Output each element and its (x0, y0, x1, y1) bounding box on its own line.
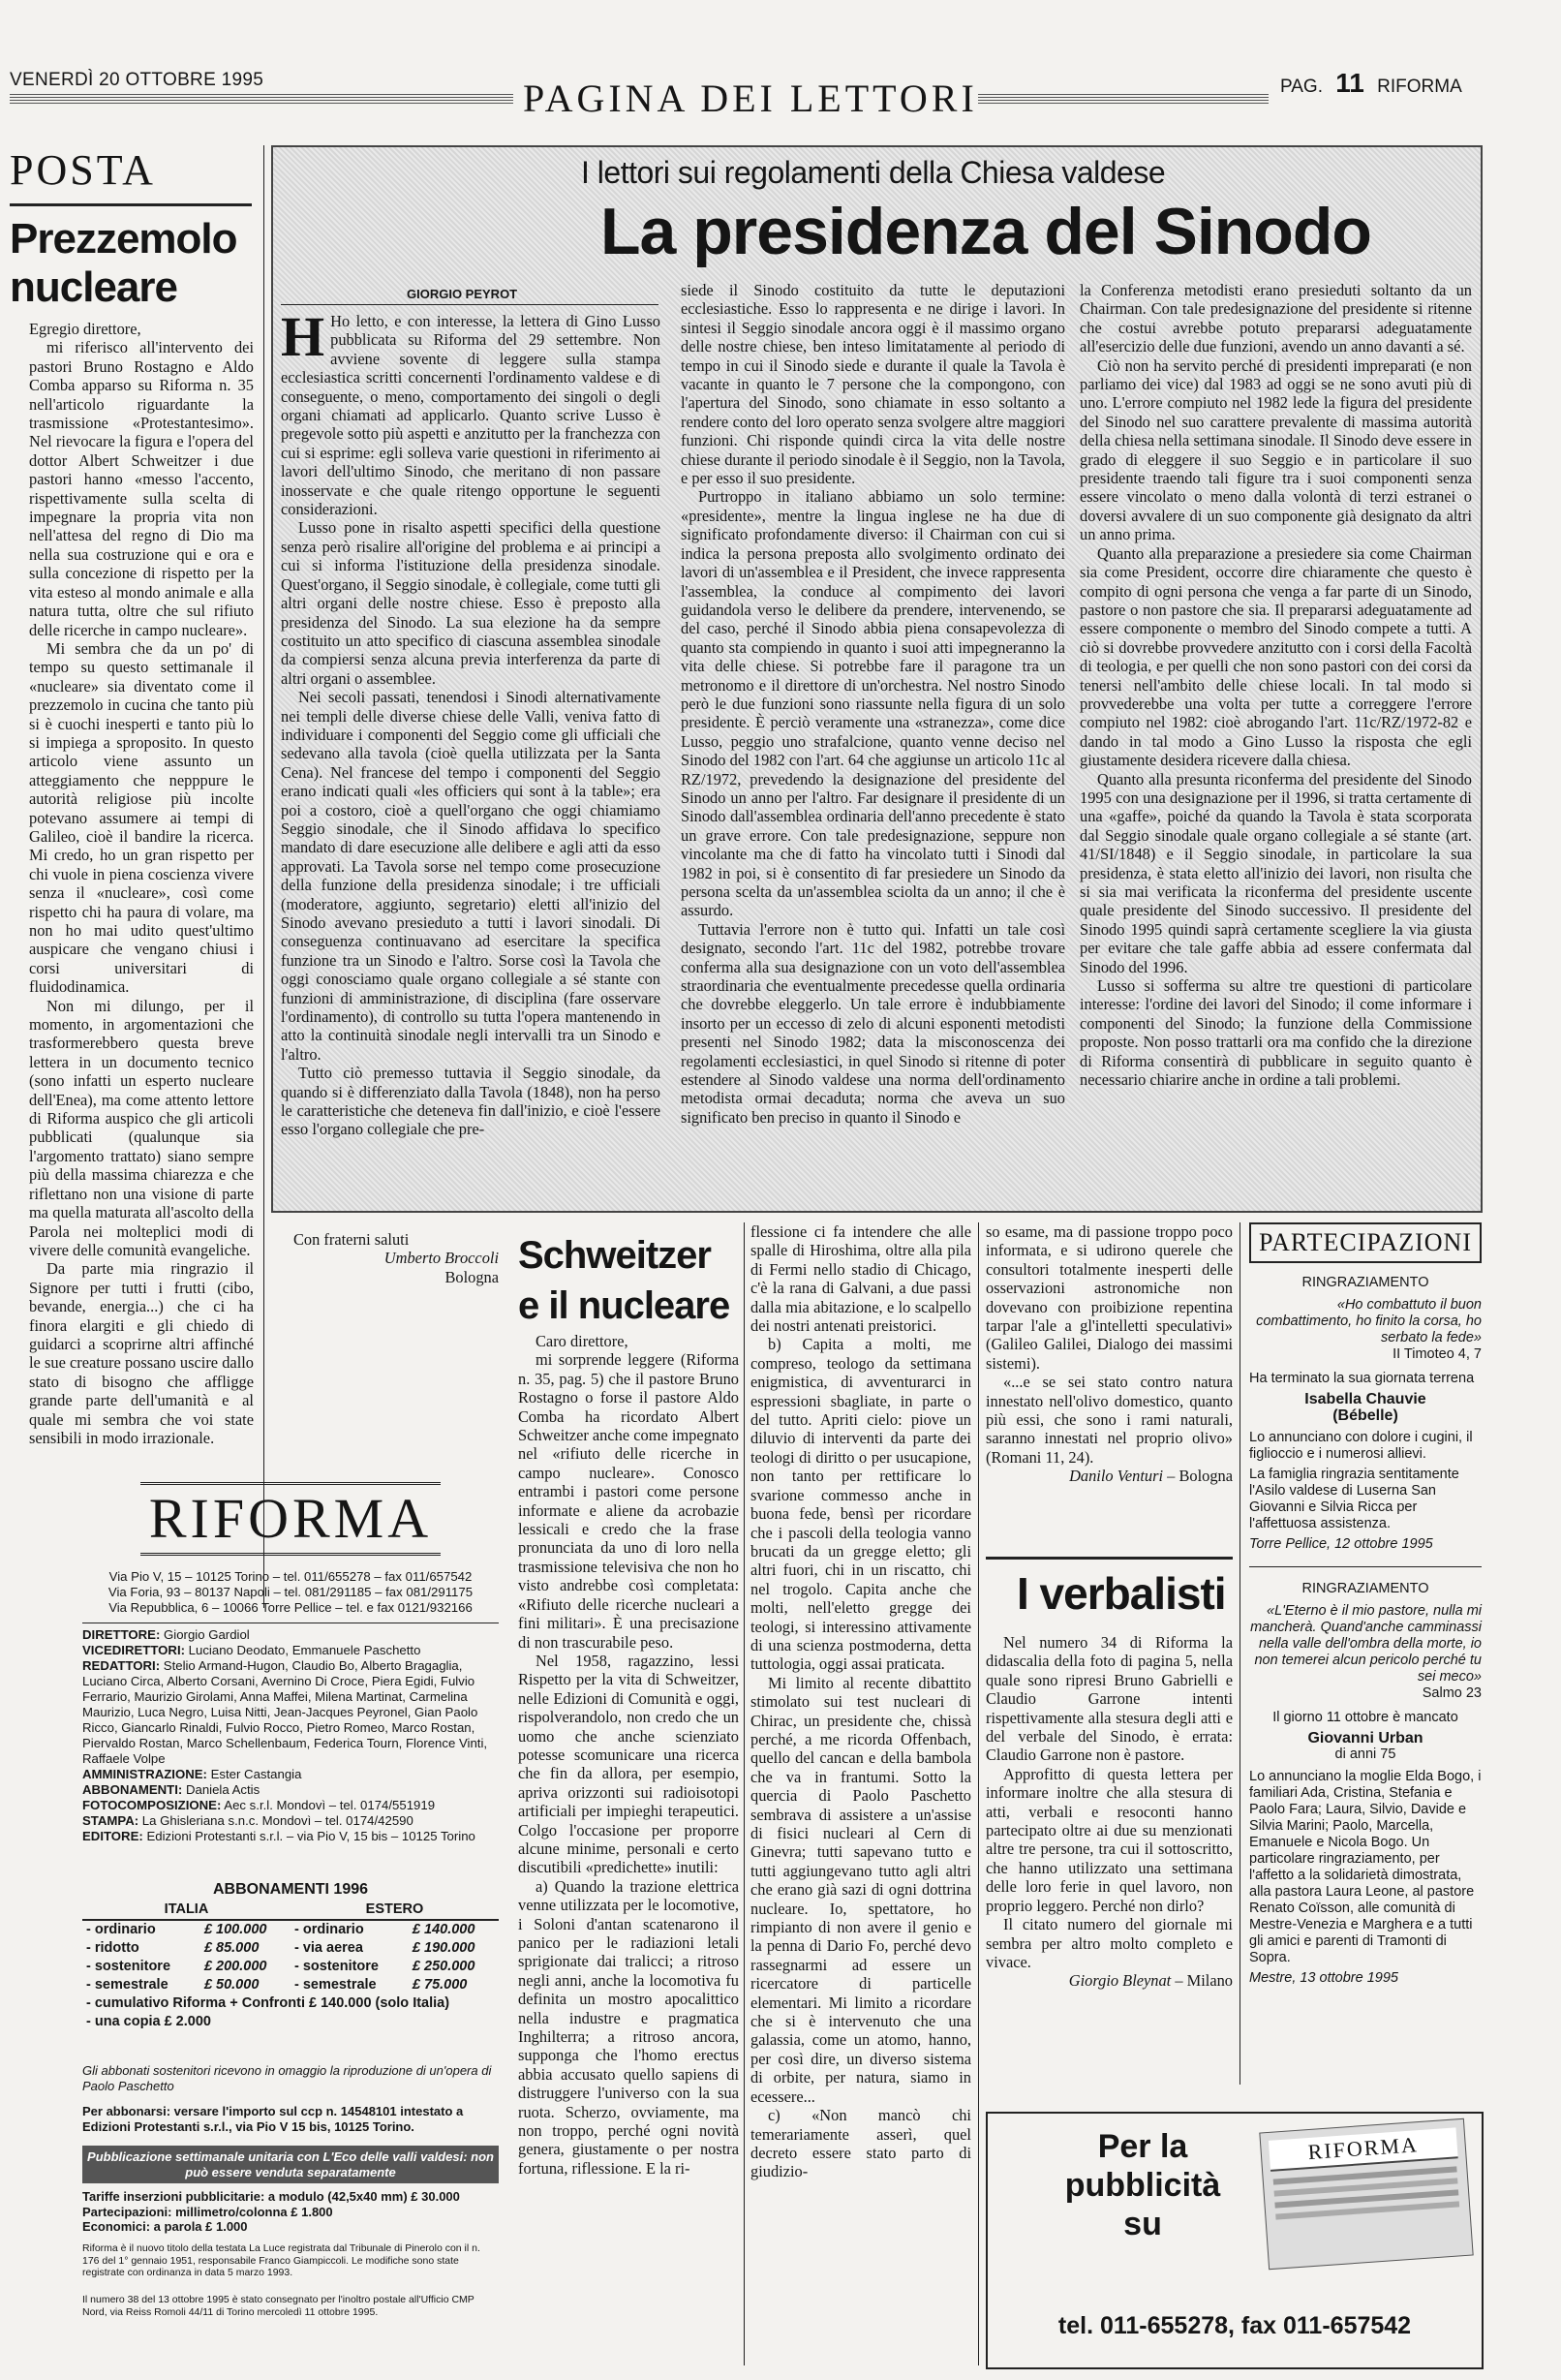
sinodo-paragraph: Purtroppo in italiano abbiamo un solo termine: «presidente», mentre la lingua inglese ne ha due di significato profondamente diverso: il Chairman con cui si indica la persona preposta allo svolgimento ordinato dei lavori di un'assemblea e il President, che invece rappresenta l'assemblea, la conduce al compimento dei lavori guidandola verso le delibere da prendere, intervenendo, se del caso, perché il Sinodo abbia piena consapevolezza di quanto sta compiendo in quanto i suoi atti impegneranno la vita delle chiese. Si potrebbe fare il paragone tra un metronomo e il direttore di un'orchestra. Nel nostro Sinodo però le due funzioni sono riassunte nella figura di un solo presidente. È perciò veramente una «stranezza», come dice Lusso, peggio uno strafalcione, quanto venne deciso nel Sinodo del 1982 con l'art. 64 che aggiunse un articolo 11c al RZ/1972, prevedendo la designazione del presidente del Sinodo un anno per l'altro. Far designare il presidente di un Sinodo dall'assemblea ordinaria dell'anno precedente è stato un grave errore. Con tale predesignazione, seppure non vincolante ma che di fatto ha vincolato tutti i Sinodi dal 1982 in poi, si è consentito di far presiedere un Sinodo da persona scelta da un'assemblea sciolta da un anno; il che è assurdo. (681, 487, 1065, 920)
verbalisti-rule (986, 1557, 1233, 1560)
schweitzer-paragraph: a) Quando la trazione elettrica venne utilizzata per le locomotive, i Soloni d'antan scatenarono il panico per le radiazioni letali sprigionate dai tralicci; a ritroso negli anni, anche la locomotiva fu definita un mostro apocalittico nella industre e pragmatica Inghilterra; a ritroso ancora, supponga che l'homo erectus abbia accusato quello sapiens di distruggere l'universo con la sua ruota. Scherzo, ovviamente, ma non troppo, perché ogni novità genera, giustamente o per nostra fortuna, riflessione. E la ri- (518, 1876, 739, 2178)
partecipazioni-title: PARTECIPAZIONI (1249, 1222, 1482, 1263)
tariffe-block: Tariffe inserzioni pubblicitarie: a modulo (42,5x40 mm) £ 30.000 Partecipazioni: millimetro/colonna £ 1.800 Economici: a parola £ 1.000 (82, 2189, 460, 2234)
rate-row: - ridotto £ 85.000 - via aerea £ 190.000 (86, 1940, 475, 1956)
notice-thanks: La famiglia ringrazia sentitamente l'Asilo valdese di Luserna San Giovanni e Silvia Ricca per l'affettuosa assistenza. (1249, 1467, 1459, 1531)
column-rule (978, 1222, 979, 2365)
posta-city: Bologna (444, 1267, 499, 1286)
notice-name: Giovanni Urban (1307, 1730, 1423, 1746)
notice-intro: Ha terminato la sua giornata terrena (1249, 1371, 1475, 1386)
sinodo-paragraph: Ciò non ha servito perché di presidenti impreparati (e non parliamo dei vice) dal 1983 ad oggi se ne sono avuti più di uno. L'errore compiuto nel 1982 lede la figura del presidente del Sinodo nel suo carattere prevalente di massima autorità della chiesa nella settimana sinodale. Il Sinodo deve essere in grado di eleggere il suo Seggio e in particolare il suo presidente traendo tali figure tra i suoi componenti senza essere vincolato o meno dalla volontà di terzi estranei o doversi avvalere di un suo componente già designato da altri un anno prima. (1080, 355, 1472, 544)
copia-line: - una copia £ 2.000 (86, 2014, 211, 2029)
schweitzer-paragraph: c) «Non mancò chi temerariamente asserì, quel decreto essere stato parto di giudizio- (750, 2106, 971, 2181)
masthead-box (82, 1482, 499, 2344)
posta-headline: Prezzemolo nucleare (10, 215, 237, 311)
posta-paragraph: Non mi dilungo, per il momento, in argomentazioni che trasformerebbero questa breve lettera in un documento tecnico (sono infatti un esperto nucleare dell'Enea), ma come attento lettore di Riforma auspico che gli articoli pubblicati (qualunque sia l'argomento trattato) siano sempre più della massima chiarezza e che riflettano non una visione di parte ma quella maturata all'ascolto della Parola nei molteplici modi di vivere delle comunità evangeliche. (29, 996, 254, 1259)
schweitzer-col-2 (750, 1222, 971, 2365)
sinodo-headline: La presidenza del Sinodo (600, 195, 1371, 268)
masthead-staff (82, 1627, 499, 1844)
sinodo-paragraph: Quanto alla preparazione a presiedere sia come Chairman sia come President, occorre dire chiaramente che questo è compito di ogni persona che venga a far parte di un Sinodo, pastore o non pastore che sia. Il prepararsi adeguatamente ad essere componente o membro del Sinodo compete a tutti. A ciò si dovrebbe provvedere anzitutto con i corsi della Facoltà di teologia, e per quelli che non sono pastori con dei corsi da tenersi nell'ambito delle chiese locali. In tal modo si provvederebbe una volta per tutte a correggere l'errore compiuto nel 1982: cioè abrogando l'art. 11c/RZ/1972-82 e dando in tal modo a Gino Lusso la risposta che egli giustamente desidera ricevere dalla chiesa. (1080, 543, 1472, 770)
notice-ref: Salmo 23 (1422, 1685, 1482, 1701)
schweitzer-paragraph: so esame, ma di passione troppo poco informata, e si udirono querele che consultori totalmente inesperti delle osservazioni astronomiche non dovevano con proibizione repentina tarpar l'ale a gl'intelletti speculativi» (Galileo Galilei, Dialogo dei massimi sistemi). (986, 1222, 1233, 1373)
notice-nickname: (Bébelle) (1332, 1407, 1398, 1424)
staff-line: REDATTORI: Stelio Armand-Hugon, Claudio Bo, Alberto Bragaglia, Luciano Circa, Alberto Corsani, Avernino Di Croce, Piera Egidi, Fulvio Ferrario, Maurizio Girolami, Anna Maffei, Milena Martinat, Carmelina Maurizio, Luca Negro, Luisa Nitti, Jean-Jacques Peyronel, Gian Paolo Ricco, Giancarlo Rinaldi, Fulvio Rocco, Pietro Romeo, Marco Rostan, Piervaldo Rostan, Marco Schellenbaum, Federica Tourn, Florence Vinti, Raffaele Volpe (82, 1658, 488, 1766)
sinodo-kicker: I lettori sui regolamenti della Chiesa valdese (581, 155, 1166, 190)
posta-paragraph: Da parte mia ringrazio il Signore per tutti i frutti (cibo, bevande, energia...) che ci ha finora elargiti e gli chiedo di guidarci a scoprirne altri affinché le sue creature possano uscire dallo stato di bisogno che affligge grande parte dell'umanità e al quale mi sembra che voi state sensibili in modo irrazionale. (29, 1259, 254, 1447)
verbalisti-headline: I verbalisti (1017, 1568, 1226, 1619)
newspaper-image (1259, 2118, 1473, 2270)
newspaper-logo: RIFORMA (1269, 2127, 1458, 2171)
page-number: 11 (1335, 68, 1364, 98)
posta-letter-part1 (29, 320, 254, 1618)
dropcap: H (281, 312, 325, 368)
page-number-block (1280, 68, 1462, 99)
sinodo-paragraph: siede il Sinodo costituito da tutte le deputazioni ecclesiastiche. Esso lo rappresenta e ne dirige i lavori. In sintesi il Seggio sinodale ancora oggi è il massimo organo delle nostre chiese, ben inteso limitatamente al periodo di tempo in cui il Sinodo siede e durante il quale la Tavola è vacante in quanto le 7 persone che la compongono, con l'apertura del Sinodo, sono chiamate in esso soltanto a rendere conto del loro operato senza svolgere altre maggiori funzioni. Chi risponde quindi circa la vita delle nostre chiese durante il periodo sinodale è il Seggio, non la Tavola, e per esso il suo presidente. (681, 281, 1065, 488)
italia-label: ITALIA (164, 1901, 209, 1917)
page-label: PAG. (1280, 77, 1323, 97)
notice-intro: Il giorno 11 ottobre è mancato (1272, 1710, 1458, 1725)
sinodo-paragraph: Lusso pone in risalto aspetti specifici della questione senza però risalire all'origine del problema e ai principi a cui si informa l'istituzione della presidenza sinodale. Quest'organo, il Seggio sinodale, è collegiale, come tutti gli altri organi delle nostre chiese. Esso è preposto alla presidenza del Sinodo. La sua elezione ha da sempre costituito un atto specifico di ciascuna assemblea sinodale da compiersi senza alcuna previa interferenza da parte di altri organi o assemblee. (281, 518, 660, 688)
cumulativo-line: - cumulativo Riforma + Confronti £ 140.000 (solo Italia) (86, 1995, 450, 2011)
schweitzer-paragraph: «...e se sei stato contro natura innestato nell'olivo domestico, quanto più essi, che sono i rami naturali, saranno innestati nel proprio olivo» (Romani 11, 24). (986, 1373, 1233, 1467)
posta-paragraph: mi riferisco all'intervento dei pastori Bruno Rostagno e Aldo Comba apparso su Riforma n. 35 nell'articolo riguardante la trasmissione «Protestantesimo». Nel rievocare la figura e l'opera del dottor Albert Schweitzer i due pastori hanno «messo l'accento, rispettivamente sulla scelta di impegnare la propria vita non nell'attesa del regno di Dio ma nella sua costruzione qui e ora e sulla concezione di rispetto per la vita esteso al mondo animale e alla natura tutta, oltre che sul rifiuto delle ricerche in campo nucleare». (29, 338, 254, 639)
versamento-note: Per abbonarsi: versare l'importo sul ccp n. 14548101 intestato a Edizioni Protestanti s.r.l., via Pio V 15 bis, 10125 Torino. (82, 2104, 464, 2134)
notice-age: di anni 75 (1334, 1746, 1396, 1762)
verbalisti-body (986, 1633, 1233, 2117)
schweitzer-salutation: Caro direttore, (536, 1332, 628, 1350)
verbalisti-paragraph: Nel numero 34 di Riforma la didascalia della foto di pagina 5, nella quale sono ripresi Bruno Gabrielli e Claudio Garrone intenti rispettivamente alla stesura degli atti e del verbale del Sinodo, è errata: Claudio Garrone non è pastore. (986, 1633, 1233, 1765)
notice-label: RINGRAZIAMENTO (1301, 1581, 1429, 1596)
staff-line: STAMPA: La Ghisleriana s.n.c. Mondovì – tel. 0174/42590 (82, 1813, 413, 1828)
verbalisti-paragraph: Il citato numero del giornale mi sembra per altro molto completo e vivace. (986, 1915, 1233, 1971)
notice-label: RINGRAZIAMENTO (1301, 1275, 1429, 1290)
sinodo-col-1 (281, 312, 660, 1203)
posta-salutation: Egregio direttore, (29, 320, 141, 338)
schweitzer-paragraph: Nel 1958, ragazzino, lessi Rispetto per la vita di Schweitzer, nelle Edizioni di Comunità e oggi, rispolverandolo, non credo che un uomo che anche scienziato potesse scomunicare una ricerca che fin da allora, per esempio, apriva orizzonti sui radioisotopi artificiali per impieghi terapeutici. Colgo l'occasione per proporre alcune minime, personali e certo discutibili «predichette» inutili: (518, 1651, 739, 1877)
schweitzer-paragraph: flessione ci fa intendere che alle spalle di Hiroshima, oltre alla pila di Fermi nello stadio di Chicago, c'è la rana di Galvani, a due passi dalla mia abitazione, e lo scalpello dei nostri antenati preistorici. (750, 1222, 971, 1336)
notice-quote: «Ho combattuto il buon combattimento, ho finito la corsa, ho serbato la fede» (1256, 1297, 1482, 1345)
schweitzer-col-1 (518, 1332, 739, 2364)
header-rule-left (10, 92, 513, 104)
ad-headline: Per la pubblicità su (1064, 2128, 1221, 2242)
numero-note: Il numero 38 del 13 ottobre 1995 è stato consegnato per l'inoltro postale all'Ufficio CMP Nord, via Reiss Romoli 44/11 di Torino mercoledì 11 ottobre 1995. (82, 2294, 474, 2318)
posta-closing: Con fraterni saluti (293, 1230, 410, 1249)
section-title: PAGINA DEI LETTORI (523, 77, 978, 120)
rate-row: - semestrale £ 50.000 - semestrale £ 75.000 (86, 1977, 468, 1993)
staff-line: FOTOCOMPOSIZIONE: Aec s.r.l. Mondovì – tel. 0174/551919 (82, 1798, 436, 1812)
estero-label: ESTERO (365, 1901, 424, 1917)
schweitzer-paragraph: Mi limito al recente dibattito stimolato sui test nucleari di Chirac, un presidente che, chissà perché, a me ricorda Offenbach, quello del cancan e della bambola che va in frantumi. Sotto la quercia di Paolo Paschetto sembrava di assistere a un'assise di fisici nucleari al Cern di Ginevra; tutti sapevano tutto e tutti aggiungevano tutto agli altri che erano già sazi di ogni dottrina nucleare. Io, spettatore, ho rimpianto di non avere il genio e la penna di Dario Fo, perché devo rassegnarmi ad essere un ricercatore di particelle elementari. Mi limito a ricordare che si è intervenuto che una galassia, come un atomo, hanno, per così dire, un diverso sistema di orbite, per natura, siamo in ecessere... (750, 1673, 971, 2106)
schweitzer-paragraph: b) Capita a molti, me compreso, teologo da settimana enigmistica, di avventurarci in espressioni sbagliate, in parte o del tutto. Apriti cielo: piove un diluvio di interventi da parte dei teologi di diritto o per usucapione, non tanto per rettificare lo svarione commesso anche in buona fede, bensì per ricordare che i pascoli della teologia vanno brucati da un gregge eletto; gli altri fuori, chi in un riscatto, chi nel trogolo. Capita anche che molti, nell'eletto gregge dei teologi, si interessino attivamente di una scienza postmoderna, detta tuttologia, oggi assai praticata. (750, 1335, 971, 1674)
abbonamenti-table (82, 1901, 499, 2031)
verbalisti-signature: Giorgio Bleynat – Milano (1068, 1971, 1233, 1991)
staff-line: EDITORE: Edizioni Protestanti s.r.l. – via Pio V, 15 bis – 10125 Torino (82, 1829, 475, 1843)
schweitzer-col-3 (986, 1222, 1233, 1552)
notice-place: Torre Pellice, 12 ottobre 1995 (1249, 1536, 1433, 1552)
address-line: Via Foria, 93 – 80137 Napoli – tel. 081/291185 – fax 081/291175 (107, 1585, 474, 1599)
notice-ref: II Timoteo 4, 7 (1393, 1346, 1482, 1362)
header-rule-right (978, 92, 1269, 104)
notice-place: Mestre, 13 ottobre 1995 (1249, 1970, 1398, 1986)
address-line: Via Pio V, 15 – 10125 Torino – tel. 011/655278 – fax 011/657542 (108, 1569, 473, 1584)
notice-name: Isabella Chauvie (1304, 1391, 1426, 1407)
posta-section-title: POSTA (10, 146, 156, 194)
sinodo-author-rule (281, 304, 658, 305)
sinodo-col-2 (681, 281, 1065, 1203)
schweitzer-headline: Schweitzer e il nucleare (518, 1234, 730, 1327)
notice-body: Lo annunciano con dolore i cugini, il figlioccio e i numerosi allievi. (1249, 1430, 1473, 1462)
verbalisti-paragraph: Approfitto di questa lettera per informare inoltre che alla stesura di atti, verbali e resoconti hanno partecipato oltre ai due su menzionati altre tre persone, tra cui il sottoscritto, che hanno utilizzato una settimana delle loro ferie in quel lavoro, non proprio leggero. Perché non dirlo? (986, 1764, 1233, 1915)
advertising-box (986, 2112, 1484, 2369)
rate-row: - ordinario £ 100.000 - ordinario £ 140.000 (86, 1922, 475, 1937)
staff-line: VICEDIRETTORI: Luciano Deodato, Emmanuele Paschetto (82, 1643, 421, 1657)
notice-divider (1249, 1566, 1482, 1567)
posta-vertical-rule (263, 145, 264, 1608)
rate-row: - sostenitore £ 200.000 - sostenitore £ 250.000 (86, 1959, 475, 1974)
sinodo-paragraph: Tutto ciò premesso tuttavia il Seggio sinodale, da quando si è differenziato dalla Tavola (1848), non ha perso le caratteristiche che deteneva fin dall'inizio, e cioè l'essere esso l'organo collegiale che pre- (281, 1064, 660, 1139)
sinodo-col-3 (1080, 281, 1472, 1203)
staff-line: AMMINISTRAZIONE: Ester Castangia (82, 1767, 302, 1781)
sostenitori-note: Gli abbonati sostenitori ricevono in omaggio la riproduzione di un'opera di Paolo Paschetto (82, 2063, 492, 2093)
notice-quote: «L'Eterno è il mio pastore, nulla mi mancherà. Quand'anche camminassi nella valle dell'ombra della morte, io non temerei alcun pericolo perché tu sei meco» (1250, 1603, 1482, 1685)
sinodo-paragraph: Tuttavia l'errore non è tutto qui. Infatti un tale così designato, secondo l'art. 11c del 1982, potrebbe trovare conferma alla sua designazione con un voto dell'assemblea straordinaria che eventualmente precedesse quella ordinaria che dovrebbe eleggerlo. Un tale errore è indubbiamente insorto per un eccesso di zelo di alcuni esponenti metodisti presenti nel Sinodo 1982; data la misconoscenza dei regolamenti ecclesiastici, in quel Sinodo si ritenne di poter estendere al Sinodo valdese una norma dell'ordinamento metodista ormai decaduta; norma che aveva un suo significato ben preciso in quanto il Sinodo e (681, 919, 1065, 1127)
ad-phone: tel. 011-655278, fax 011-657542 (1057, 2312, 1412, 2339)
header-paper-name: RIFORMA (1377, 77, 1462, 97)
schweitzer-paragraph: mi sorprende leggere (Riforma n. 35, pag. 5) che il pastore Bruno Rostagno o forse il pastore Aldo Comba ha ricordato Albert Schweitzer anche come impegnato nel «rifiuto delle ricerche in campo nucleare». Conosco entrambi i pastori come persone informate e aliene da acrobazie lessicali e credo che la frase pronunciata da uno di loro nella trasmissione televisiva che non ho visto andrebbe così completata: «Rifiuto delle ricerche nucleari a fini militari». È una precisazione di non trascurabile peso. (518, 1350, 739, 1652)
posta-signature: Umberto Broccoli (383, 1249, 499, 1268)
sinodo-paragraph: Quanto alla presunta riconferma del presidente del Sinodo 1995 con una designazione per il 1996, si tratta certamente di una «gaffe», poiché da quando la Tavola è stata scorporata dal Seggio sinodale quale organo collegiale a sé stante (art. 41/SI/1848) e il Seggio sinodale, in particolare la sua presidenza, è stata eletto all'inizio dei lavori, non risulta che si sia mai verificata la riconferma del presidente uscente quale presidente del Sinodo successivo. Il presidente del Sinodo 1995 quindi saprà certamente scegliere la via giusta per evitare che tale gaffe abbia ad essere confermata dal Sinodo del 1996. (1080, 769, 1472, 976)
page-date: VENERDÌ 20 OTTOBRE 1995 (10, 70, 264, 90)
masthead-logo: RIFORMA (140, 1482, 441, 1556)
abbonamenti-title: ABBONAMENTI 1996 (212, 1881, 369, 1898)
sinodo-paragraph: Nei secoli passati, tenendosi i Sinodi alternativamente nei templi delle diverse chiese delle Valli, veniva fatto di individuare i componenti del Seggio come gli ufficiali che sedevano alla tavola (cioè quella utilizzata per la Santa Cena). Nel francese del tempo i componenti del Seggio erano indicati quali «les officiers qui sont à la table»; era poi a costoro, cioè a quell'organo che oggi chiamiamo Seggio sinodale, che il Sinodo affidava lo specifico mandato di dare esecuzione alle delibere e agli atti da esso approvati. La Tavola sorse nel tempo come prosecuzione della funzione della presidenza sinodale; i tre ufficiali (moderatore, aggiunto, segretario) eletti all'inizio del Sinodo avevano presieduto a tutti i lavori sinodali. Di conseguenza continuavano ad esercitare la specifica funzione tra un Sinodo e l'altro. Sorse così la Tavola che oggi conosciamo quale organo collegiale a sé stante con funzioni di amministrazione, di disciplina (fare osservare l'ordinamento), di controllo su tutta l'opera mantenendo in atto la continuità sinodale negli intervalli tra un Sinodo e l'altro. (281, 688, 660, 1064)
address-line: Via Repubblica, 6 – 10066 Torre Pellice – tel. e fax 0121/932166 (108, 1600, 473, 1615)
staff-line: DIRETTORE: Giorgio Gardiol (82, 1627, 250, 1642)
sinodo-paragraph: Lusso si sofferma su altre tre questioni di particolare interesse: l'ordine dei lavori del Sinodo; il come informare i componenti del Sinodo; la funzione della Commissione proposte. Non posso trattarli ora ma confido che la direzione di Riforma consentirà di pubblicare in seguito quanto è necessario chiarire anche in ordine a tali problemi. (1080, 976, 1472, 1090)
schweitzer-signature: Danilo Venturi – Bologna (1069, 1467, 1233, 1486)
sinodo-author: GIORGIO PEYROT (407, 287, 518, 301)
notice-body: Lo annunciano la moglie Elda Bogo, i familiari Ada, Cristina, Stefania e Paolo Fara; Laura, Silvio, Davide e Silvia Marini; Paolo, Marcella, Emanuele e Nicola Bogo. Un particolare ringraziamento, per l'affetto a la solidarietà dimostrata, alla pastora Laura Leone, al pastore Renato Coïsson, alle comunità di Mestre-Venezia e Marghera e a tutti gli amici e parenti di Tramonti di Sopra. (1249, 1769, 1482, 1965)
unitaria-banner: Pubblicazione settimanale unitaria con L'Eco delle valli valdesi: non può essere venduta separatamente (82, 2146, 499, 2183)
column-rule (744, 1222, 745, 2365)
staff-line: ABBONAMENTI: Daniela Actis (82, 1782, 260, 1797)
posta-paragraph: Mi sembra che da un po' di tempo su questo settimanale il «nucleare» sia diventato come il prezzemolo in cucina che tanto più si è cuochi inesperti e tanto più lo si impiega a sproposito. In questo articolo viene assunto un atteggiamento che nepppure le autorità religiose più incolte potevano assumere ai tempi di Galileo, cioè il bandire la ricerca. Mi credo, ho un gran rispetto per chi vuole in piena coscienza vivere senza il «nucleare», così come rispetto chi ha paura di volare, ma non ho mai udito quest'ultimo auspicare che vengano chiusi i corsi universitari di fluidodinamica. (29, 638, 254, 997)
legal-note: Riforma è il nuovo titolo della testata La Luce registrata dal Tribunale di Pinerolo con il n. 176 del 1° gennaio 1951, responsabile Franco Giampiccoli. Le modifiche sono state registrate con ordinanza in data 5 marzo 1993. (82, 2242, 480, 2278)
posta-letter-part2 (276, 1230, 499, 1434)
masthead-addresses (82, 1569, 499, 1616)
partecipazioni-box (1249, 1222, 1482, 2075)
sinodo-paragraph: H Ho letto, e con interesse, la lettera di Gino Lusso pubblicata su Riforma del 29 settembre. Non avviene sovente di leggere sulla stampa ecclesiastica scritti concernenti l'ordinamento valdese e di conseguente, o meno, comportamento dei singoli o degli organi chiamati ad applicarlo. Quanto scrive Lusso è pregevole sotto più aspetti e anzitutto per la franchezza con cui si esprime: egli solleva varie questioni in riferimento ai lavori dell'ultimo Sinodo, che meritano di non passare inosservate e che quale ritengo opportune le seguenti considerazioni. (281, 312, 660, 519)
sinodo-paragraph: la Conferenza metodisti erano presieduti soltanto da un Chairman. Con tale predesignazione del presidente si ritenne che costui avrebbe potuto prepararsi adeguatamente all'esercizio delle due funzioni, avendo un anno davanti a sé. (1080, 281, 1472, 356)
posta-rule (10, 203, 252, 206)
